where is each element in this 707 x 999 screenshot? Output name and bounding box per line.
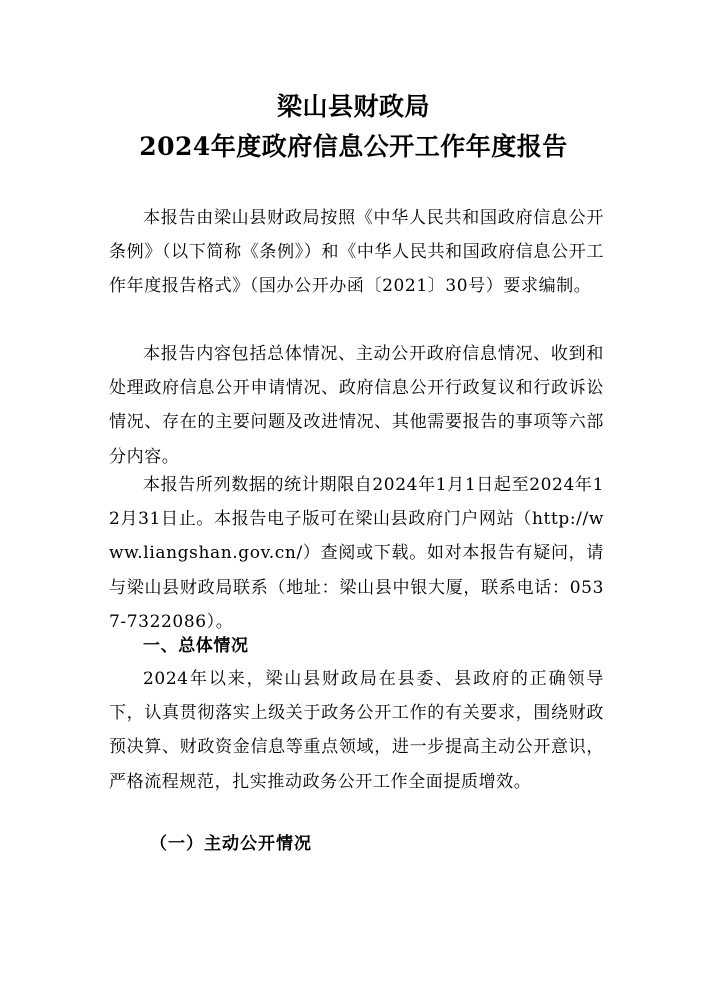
intro-paragraph-period-contact: 本报告所列数据的统计期限自2024年1月1日起至2024年12月31日止。本报告电子版可在梁山县政府门户网站（http://www.liangshan.gov.cn/）查阅或下载。如对本报告有疑问，请与梁山县财政局联系（地址：梁山县中银大厦，联系电话：0537-7322086）。 <box>109 475 604 632</box>
section-heading-overview: 一、总体情况 <box>143 636 249 656</box>
subsection-heading-proactive-disclosure: （一）主动公开情况 <box>150 834 312 854</box>
document-title-report: 2024年度政府信息公开工作年度报告 <box>139 132 568 161</box>
document-title-org: 梁山县财政局 <box>276 92 430 121</box>
intro-paragraph-basis: 本报告由梁山县财政局按照《中华人民共和国政府信息公开条例》（以下简称《条例》）和《中华人民共和国政府信息公开工作年度报告格式》（国办公开办函〔2021〕30号）要求编制。 <box>109 208 604 297</box>
section-paragraph-overview: 2024年以来，梁山县财政局在县委、县政府的正确领导下，认真贯彻落实上级关于政务公开工作的有关要求，围绕财政预决算、财政资金信息等重点领域，进一步提高主动公开意识，严格流程规范，扎实推动政务公开工作全面提质增效。 <box>109 669 604 792</box>
intro-paragraph-contents: 本报告内容包括总体情况、主动公开政府信息情况、收到和处理政府信息公开申请情况、政府信息公开行政复议和行政诉讼情况、存在的主要问题及改进情况、其他需要报告的事项等六部分内容。 <box>109 344 604 467</box>
